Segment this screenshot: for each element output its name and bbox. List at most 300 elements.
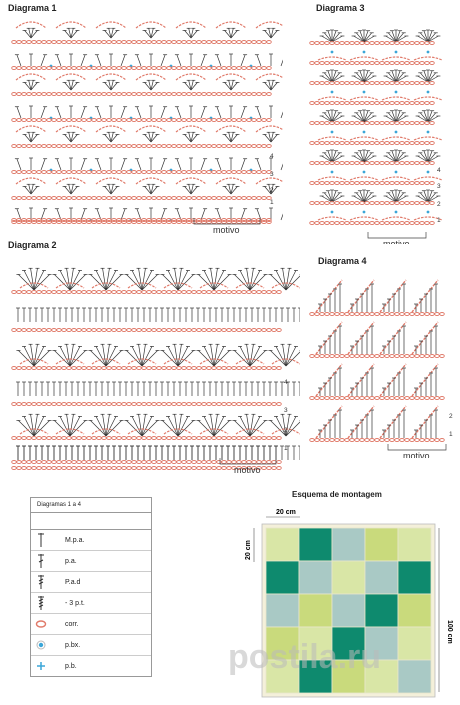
stitch bbox=[364, 193, 372, 202]
chain-stitch bbox=[242, 119, 247, 122]
chain-stitch bbox=[232, 93, 237, 96]
chain-stitch bbox=[345, 142, 350, 145]
chain-stitch bbox=[315, 397, 320, 400]
chain-stitch bbox=[262, 171, 267, 174]
chain-stitch bbox=[262, 67, 267, 70]
chain-stitch bbox=[405, 182, 410, 185]
chain-stitch bbox=[157, 145, 162, 148]
chain-stitch bbox=[360, 42, 365, 45]
chain-stitch bbox=[345, 82, 350, 85]
chain-stitch bbox=[162, 219, 167, 222]
chain-stitch bbox=[147, 93, 152, 96]
chain-stitch bbox=[152, 291, 157, 294]
chain-stitch bbox=[370, 313, 375, 316]
square-3-4 bbox=[365, 594, 398, 627]
chain-stitch bbox=[147, 41, 152, 44]
chain-stitch bbox=[72, 145, 77, 148]
chain-stitch bbox=[137, 171, 142, 174]
chain-stitch bbox=[47, 367, 52, 370]
chain-stitch bbox=[87, 67, 92, 70]
chain-stitch bbox=[197, 461, 202, 464]
chain-stitch bbox=[112, 171, 117, 174]
chain-stitch bbox=[77, 197, 82, 200]
chain-stitch bbox=[435, 355, 440, 358]
chain-stitch bbox=[375, 397, 380, 400]
chain-stitch bbox=[192, 119, 197, 122]
chain-stitch bbox=[330, 439, 335, 442]
chain-stitch bbox=[117, 437, 122, 440]
chain-stitch bbox=[310, 42, 315, 45]
chain-stitch bbox=[217, 219, 222, 222]
chain-stitch bbox=[102, 197, 107, 200]
chain-stitch bbox=[425, 222, 430, 225]
chain-stitch bbox=[237, 171, 242, 174]
chain-stitch bbox=[257, 461, 262, 464]
chain-stitch bbox=[167, 467, 172, 470]
chain-stitch bbox=[132, 291, 137, 294]
chain-stitch bbox=[355, 142, 360, 145]
chain-stitch bbox=[360, 62, 365, 65]
legend-row: p.b. bbox=[31, 656, 151, 676]
chain-stitch bbox=[252, 171, 257, 174]
chain-stitch bbox=[197, 145, 202, 148]
chain-stitch bbox=[167, 461, 172, 464]
chain-stitch bbox=[267, 145, 272, 148]
chain-stitch bbox=[192, 93, 197, 96]
slip-point bbox=[331, 131, 334, 134]
chain-stitch bbox=[77, 219, 82, 222]
chain-stitch bbox=[152, 461, 157, 464]
chain-arc bbox=[96, 178, 126, 184]
chain-stitch bbox=[390, 122, 395, 125]
chain-stitch bbox=[277, 367, 282, 370]
chain-stitch bbox=[227, 329, 232, 332]
chain-stitch bbox=[405, 42, 410, 45]
chain-stitch bbox=[222, 437, 227, 440]
stitch bbox=[356, 113, 364, 122]
chain-stitch bbox=[12, 461, 17, 464]
chain-stitch bbox=[390, 439, 395, 442]
chain-stitch bbox=[420, 142, 425, 145]
chain-stitch bbox=[32, 171, 37, 174]
chain-arc bbox=[200, 359, 228, 364]
chain-stitch bbox=[127, 403, 132, 406]
chain-stitch bbox=[400, 42, 405, 45]
chain-stitch bbox=[72, 461, 77, 464]
stitch bbox=[324, 193, 332, 202]
chain-stitch bbox=[22, 437, 27, 440]
chain-stitch bbox=[257, 437, 262, 440]
chain-stitch bbox=[222, 403, 227, 406]
chain-stitch bbox=[335, 82, 340, 85]
chain-stitch bbox=[320, 313, 325, 316]
chain-stitch bbox=[425, 82, 430, 85]
chain-arc bbox=[272, 283, 300, 288]
chain-stitch bbox=[62, 171, 67, 174]
chain-stitch bbox=[197, 367, 202, 370]
chain-stitch bbox=[435, 397, 440, 400]
chain-stitch bbox=[127, 171, 132, 174]
chain-stitch bbox=[242, 403, 247, 406]
chain-stitch bbox=[365, 122, 370, 125]
stitch bbox=[356, 73, 364, 82]
stitch bbox=[241, 107, 245, 118]
chain-stitch bbox=[52, 41, 57, 44]
chain-stitch bbox=[237, 461, 242, 464]
stitch bbox=[241, 55, 245, 66]
chain-stitch bbox=[380, 62, 385, 65]
chain-stitch bbox=[182, 461, 187, 464]
chain-stitch bbox=[162, 329, 167, 332]
chain-stitch bbox=[47, 467, 52, 470]
chain-stitch bbox=[22, 67, 27, 70]
chain-stitch bbox=[187, 119, 192, 122]
chain-stitch bbox=[197, 171, 202, 174]
chain-stitch bbox=[340, 162, 345, 165]
chain-stitch bbox=[57, 291, 62, 294]
chain-stitch bbox=[420, 182, 425, 185]
chain-stitch bbox=[117, 291, 122, 294]
chain-stitch bbox=[415, 102, 420, 105]
stitch bbox=[137, 55, 141, 66]
chain-stitch bbox=[112, 219, 117, 222]
chain-stitch bbox=[207, 41, 212, 44]
chain-stitch bbox=[57, 329, 62, 332]
single-crochet-icon bbox=[31, 661, 51, 671]
chain-stitch bbox=[142, 291, 147, 294]
chain-stitch bbox=[207, 461, 212, 464]
chain-stitch bbox=[202, 171, 207, 174]
chain-stitch bbox=[212, 197, 217, 200]
chain-stitch bbox=[350, 102, 355, 105]
chain-stitch bbox=[112, 329, 117, 332]
chain-arc bbox=[92, 359, 120, 364]
chain-stitch bbox=[137, 93, 142, 96]
chain-stitch bbox=[430, 82, 435, 85]
chain-stitch bbox=[62, 329, 67, 332]
chain-stitch bbox=[217, 403, 222, 406]
chain-stitch bbox=[360, 162, 365, 165]
chain-stitch bbox=[67, 93, 72, 96]
chain-arc bbox=[272, 359, 300, 364]
chain-stitch bbox=[87, 403, 92, 406]
chain-stitch bbox=[202, 467, 207, 470]
chain-stitch bbox=[395, 162, 400, 165]
chain-stitch bbox=[87, 461, 92, 464]
chain-stitch bbox=[242, 67, 247, 70]
slip-point bbox=[363, 131, 366, 134]
chain-stitch bbox=[380, 162, 385, 165]
chain-stitch bbox=[360, 142, 365, 145]
chain-stitch bbox=[370, 142, 375, 145]
chain-stitch bbox=[197, 329, 202, 332]
chain-stitch bbox=[222, 329, 227, 332]
chain-stitch bbox=[227, 93, 232, 96]
chain-stitch bbox=[72, 41, 77, 44]
chain-stitch bbox=[395, 182, 400, 185]
chain-stitch bbox=[152, 467, 157, 470]
row-number: 2 bbox=[437, 201, 441, 208]
chain-stitch bbox=[425, 162, 430, 165]
total-label: 100 cm bbox=[446, 620, 453, 644]
chain-stitch bbox=[12, 219, 17, 222]
chain-stitch bbox=[242, 461, 247, 464]
chain-stitch bbox=[320, 162, 325, 165]
chain-stitch bbox=[152, 197, 157, 200]
chain-stitch bbox=[77, 403, 82, 406]
chain-stitch bbox=[67, 197, 72, 200]
slip-point bbox=[395, 211, 398, 214]
chain-stitch bbox=[122, 219, 127, 222]
chain-stitch bbox=[167, 119, 172, 122]
chain-stitch bbox=[227, 197, 232, 200]
chain-stitch bbox=[37, 93, 42, 96]
chain-stitch bbox=[132, 41, 137, 44]
slip-point bbox=[395, 91, 398, 94]
stitch bbox=[257, 107, 261, 118]
chain-stitch bbox=[410, 142, 415, 145]
chain-stitch bbox=[82, 119, 87, 122]
chain-stitch bbox=[172, 93, 177, 96]
chain-stitch bbox=[152, 329, 157, 332]
chain-stitch bbox=[420, 42, 425, 45]
chain-stitch bbox=[27, 291, 32, 294]
chain-stitch bbox=[77, 437, 82, 440]
chain-stitch bbox=[247, 119, 252, 122]
chain-stitch bbox=[37, 367, 42, 370]
chain-stitch bbox=[395, 439, 400, 442]
chain-stitch bbox=[415, 439, 420, 442]
chain-stitch bbox=[37, 437, 42, 440]
chain-stitch bbox=[102, 461, 107, 464]
row-number: 4 bbox=[270, 153, 274, 160]
chain-stitch bbox=[32, 145, 37, 148]
chain-stitch bbox=[430, 42, 435, 45]
chain-stitch bbox=[222, 367, 227, 370]
chain-stitch bbox=[395, 355, 400, 358]
slip-point bbox=[427, 211, 430, 214]
chain-stitch bbox=[310, 355, 315, 358]
chain-stitch bbox=[142, 41, 147, 44]
chain-stitch bbox=[232, 219, 237, 222]
stitch bbox=[396, 153, 404, 162]
chain-arc bbox=[350, 217, 378, 220]
chain-stitch bbox=[92, 119, 97, 122]
chain-stitch bbox=[77, 329, 82, 332]
chain-stitch bbox=[82, 403, 87, 406]
chain-stitch bbox=[97, 145, 102, 148]
chain-stitch bbox=[162, 403, 167, 406]
chain-arc bbox=[176, 126, 206, 132]
chain-stitch bbox=[72, 437, 77, 440]
chain-stitch bbox=[87, 197, 92, 200]
legend-row: - 3 p.t. bbox=[31, 593, 151, 614]
chain-stitch bbox=[247, 367, 252, 370]
legend-row: corr. bbox=[31, 614, 151, 635]
chain-stitch bbox=[167, 291, 172, 294]
chain-stitch bbox=[42, 93, 47, 96]
chain-stitch bbox=[172, 437, 177, 440]
chain-stitch bbox=[67, 41, 72, 44]
chain-stitch bbox=[267, 367, 272, 370]
chain-stitch bbox=[52, 145, 57, 148]
chain-stitch bbox=[187, 461, 192, 464]
chain-stitch bbox=[242, 171, 247, 174]
chain-stitch bbox=[232, 171, 237, 174]
chain-stitch bbox=[72, 219, 77, 222]
chain-stitch bbox=[345, 439, 350, 442]
chain-stitch bbox=[277, 329, 282, 332]
chain-stitch bbox=[12, 67, 17, 70]
chain-stitch bbox=[17, 437, 22, 440]
square-3-1 bbox=[266, 594, 299, 627]
chain-stitch bbox=[112, 437, 117, 440]
diagram-2 bbox=[8, 254, 300, 481]
chain-stitch bbox=[137, 403, 142, 406]
chain-stitch bbox=[47, 291, 52, 294]
chain-stitch bbox=[390, 182, 395, 185]
square-1-3 bbox=[332, 528, 365, 561]
chain-arc bbox=[56, 22, 86, 28]
chain-stitch bbox=[37, 41, 42, 44]
chain-stitch bbox=[207, 367, 212, 370]
chain-arc bbox=[56, 359, 84, 364]
chain-stitch bbox=[177, 461, 182, 464]
chain-stitch bbox=[217, 171, 222, 174]
chain-stitch bbox=[257, 145, 262, 148]
slip-point bbox=[331, 211, 334, 214]
chain-stitch bbox=[147, 403, 152, 406]
chain-stitch bbox=[177, 219, 182, 222]
chain-stitch bbox=[117, 403, 122, 406]
chain-stitch bbox=[217, 145, 222, 148]
chain-stitch bbox=[405, 162, 410, 165]
chain-stitch bbox=[375, 355, 380, 358]
chain-stitch bbox=[330, 313, 335, 316]
chain-stitch bbox=[12, 171, 17, 174]
chain-stitch bbox=[430, 162, 435, 165]
chain-stitch bbox=[187, 291, 192, 294]
chain-arc bbox=[350, 97, 378, 100]
chain-stitch bbox=[177, 119, 182, 122]
chain-stitch bbox=[335, 122, 340, 125]
chain-stitch bbox=[187, 467, 192, 470]
chain-stitch bbox=[167, 329, 172, 332]
chain-stitch bbox=[370, 82, 375, 85]
stitch bbox=[420, 33, 428, 42]
stitch bbox=[257, 159, 261, 170]
motif-label: motivo bbox=[234, 465, 261, 475]
chain-stitch bbox=[340, 222, 345, 225]
chain-stitch bbox=[187, 367, 192, 370]
chain-stitch bbox=[345, 222, 350, 225]
chain-stitch bbox=[315, 439, 320, 442]
chain-arc bbox=[256, 74, 283, 80]
stitch bbox=[201, 55, 205, 66]
chain-stitch bbox=[122, 145, 127, 148]
chain-stitch bbox=[330, 355, 335, 358]
chain-stitch bbox=[127, 67, 132, 70]
chain-stitch bbox=[77, 41, 82, 44]
chain-stitch bbox=[52, 461, 57, 464]
chain-stitch bbox=[375, 202, 380, 205]
chain-stitch bbox=[192, 41, 197, 44]
chain-stitch bbox=[132, 437, 137, 440]
chain-stitch bbox=[242, 291, 247, 294]
chain-stitch bbox=[72, 93, 77, 96]
stitch bbox=[81, 107, 85, 118]
stitch bbox=[17, 55, 21, 66]
chain-stitch bbox=[152, 93, 157, 96]
chain-arc bbox=[16, 22, 46, 28]
chain-stitch bbox=[310, 162, 315, 165]
chain-arc bbox=[96, 74, 126, 80]
chain-stitch bbox=[202, 119, 207, 122]
chain-stitch bbox=[400, 222, 405, 225]
motif-label: motivo bbox=[213, 225, 240, 234]
chain-arc bbox=[56, 283, 84, 288]
chain-stitch bbox=[107, 291, 112, 294]
chain-stitch bbox=[127, 197, 132, 200]
chain-stitch bbox=[117, 41, 122, 44]
chain-stitch bbox=[227, 145, 232, 148]
chain-stitch bbox=[430, 439, 435, 442]
chain-stitch bbox=[167, 67, 172, 70]
chain-stitch bbox=[440, 397, 445, 400]
chain-stitch bbox=[127, 329, 132, 332]
chain-stitch bbox=[415, 62, 420, 65]
chain-stitch bbox=[350, 82, 355, 85]
chain-stitch bbox=[62, 403, 67, 406]
chain-stitch bbox=[222, 291, 227, 294]
chain-stitch bbox=[340, 439, 345, 442]
chain-stitch bbox=[365, 62, 370, 65]
chain-stitch bbox=[162, 41, 167, 44]
chain-stitch bbox=[390, 142, 395, 145]
chain-stitch bbox=[390, 102, 395, 105]
chain-stitch bbox=[350, 142, 355, 145]
chain-stitch bbox=[137, 67, 142, 70]
chain-stitch bbox=[197, 197, 202, 200]
chain-arc bbox=[20, 429, 48, 434]
chain-arc bbox=[382, 97, 410, 100]
chain-stitch bbox=[82, 145, 87, 148]
chain-stitch bbox=[142, 145, 147, 148]
chain-stitch bbox=[315, 62, 320, 65]
chain-stitch bbox=[72, 291, 77, 294]
chain-stitch bbox=[242, 41, 247, 44]
diagram-3-chart bbox=[306, 16, 451, 244]
chain-stitch bbox=[345, 182, 350, 185]
chain-stitch bbox=[345, 102, 350, 105]
chain-stitch bbox=[385, 102, 390, 105]
chain-stitch bbox=[232, 367, 237, 370]
chain-stitch bbox=[405, 142, 410, 145]
chain-stitch bbox=[247, 171, 252, 174]
chain-stitch bbox=[142, 197, 147, 200]
stitch bbox=[17, 159, 21, 170]
chain-stitch bbox=[42, 461, 47, 464]
chain-stitch bbox=[385, 182, 390, 185]
chain-stitch bbox=[77, 461, 82, 464]
square-2-4 bbox=[365, 561, 398, 594]
chain-stitch bbox=[162, 67, 167, 70]
chain-stitch bbox=[257, 403, 262, 406]
chain-stitch bbox=[247, 461, 252, 464]
chain-stitch bbox=[102, 437, 107, 440]
chain-stitch bbox=[137, 145, 142, 148]
chain-stitch bbox=[425, 355, 430, 358]
